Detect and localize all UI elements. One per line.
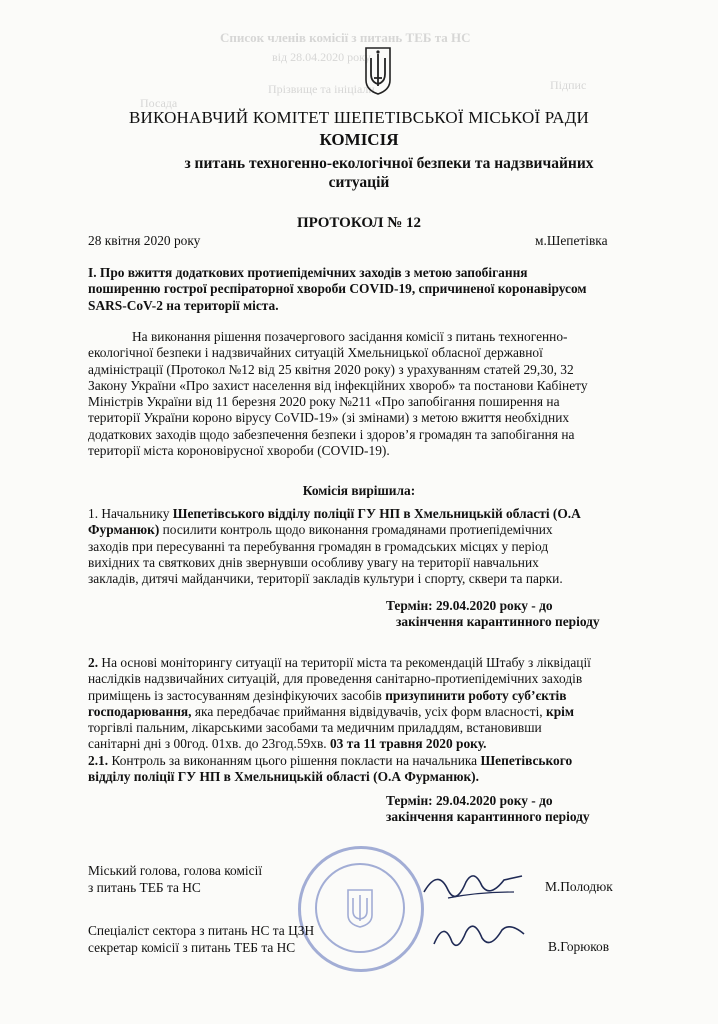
deadline-line: закінчення карантинного періоду <box>386 809 590 825</box>
stamp-emblem-icon <box>345 887 375 929</box>
body-line: території України короно вірусу CoVID-19» (зі змінами) з метою вжиття необхідних <box>88 410 570 426</box>
body-line: адміністрації (Протокол №12 від 25 квітня 2020 року) з урахуванням статей 29,30, 32 <box>88 361 574 377</box>
mayor-title: Міський голова, голова комісії <box>88 863 263 878</box>
secretary-title: Спеціаліст сектора з питань НС та ЦЗН <box>88 923 315 938</box>
body-line: На виконання рішення позачергового засідання комісії з питань техногенно- <box>132 329 568 344</box>
mayor-title: з питань ТЕБ та НС <box>88 880 201 895</box>
protocol-date: 28 квітня 2020 року <box>88 233 201 248</box>
body-line: додаткових заходів щодо забезпечення безпеки і здоров’я громадян та запобігання на <box>88 426 575 442</box>
mayor-signature-icon <box>418 862 528 908</box>
item2-except: крім <box>546 703 575 719</box>
item2-police-dept: відділу поліції ГУ НП в Хмельницькій області (О.А Фурманюк). <box>88 769 479 785</box>
item1-text: заходів при пересуванні та перебування громадян в громадських місцях у період <box>88 538 549 554</box>
item2-text: наслідків надзвичайних ситуацій, для проведення санітарно-протиепідемічних заходів <box>88 671 583 687</box>
item2-number: 2. <box>88 655 99 670</box>
body-line: Закону України «Про захист населення від інфекційних хвороб» та постанови Кабінету <box>88 377 588 393</box>
commission-title: КОМІСІЯ <box>319 130 399 149</box>
item2-business: господарювання, <box>88 703 192 719</box>
deadline-line: закінчення карантинного періоду <box>396 614 600 630</box>
item1-text: вихідних та святкових днів звернувши особливу увагу на території навчальних <box>88 554 539 570</box>
mayor-signature-block <box>88 862 262 896</box>
item1-text: 1. Начальнику <box>88 506 173 521</box>
ghost-col-sign: Підпис <box>550 78 587 92</box>
coat-of-arms-icon <box>362 44 394 96</box>
section1-title-line: SARS-CoV-2 на території міста. <box>88 297 279 313</box>
commission-subtitle-1: з питань техногенно-екологічної безпеки та надзвичайних <box>184 155 594 172</box>
ghost-col-pos: Посада <box>140 96 178 110</box>
protocol-number: ПРОТОКОЛ № 12 <box>296 215 422 231</box>
item1-text: посилити контроль щодо виконання громадянами протиепідемічних <box>159 522 553 538</box>
item2-text: приміщень із застосуванням дезінфікуючих засобів <box>88 687 386 703</box>
mayor-name: М.Полодюк <box>545 879 613 894</box>
commission-decided: Комісія вирішила: <box>302 483 416 498</box>
secretary-name: В.Горюков <box>548 939 610 954</box>
section1-title-line: І. Про вжиття додаткових протиепідемічних заходів з метою запобігання <box>88 265 528 280</box>
item2-police: Шепетівського <box>480 752 573 768</box>
body-line: Міністрів України від 11 березня 2020 року №211 «Про запобігання поширення на <box>88 394 560 410</box>
item2-text: На основі моніторингу ситуації на території міста та рекомендацій Штабу з ліквідації <box>98 655 591 670</box>
committee-title: ВИКОНАВЧИЙ КОМІТЕТ ШЕПЕТІВСЬКОЇ МІСЬКОЇ РАДИ <box>128 108 590 127</box>
ghost-top-date: від 28.04.2020 року <box>272 50 371 64</box>
item2-text: яка передбачає приймання відвідувачів, усіх форм власності, <box>191 703 546 719</box>
item1 <box>88 506 630 587</box>
item2-deadline <box>386 793 590 826</box>
item2-text: Контроль за виконанням цього рішення покласти на начальника <box>108 752 481 768</box>
item2-1-number: 2.1. <box>88 752 109 768</box>
ghost-col-pib: Прізвище та ініціали <box>268 82 375 96</box>
official-stamp <box>298 846 424 972</box>
deadline-line: Термін: 29.04.2020 року - до <box>386 598 553 613</box>
secretary-signature-block <box>88 922 314 956</box>
item2-text: торгівлі пальним, лікарськими засобами та медичним приладдям, встановивши <box>88 720 542 736</box>
deadline-line: Термін: 29.04.2020 року - до <box>386 793 553 808</box>
secretary-title: секретар комісії з питань ТЕБ та НС <box>88 940 296 955</box>
item2-text: санітарні дні з 00год. 01хв. до 23год.59хв. <box>88 736 330 752</box>
item1-text: закладів, дитячі майданчики, території закладів культури і спорту, сквери та парки. <box>88 571 563 587</box>
item2-dates: 03 та 11 травня 2020 року. <box>329 736 487 752</box>
body-line: екологічної безпеки і надзвичайних ситуацій Хмельницької обласної державної <box>88 345 543 361</box>
item1-head-name: Фурманюк) <box>88 522 160 538</box>
protocol-city: м.Шепетівка <box>535 233 608 248</box>
item1-police-dept: Шепетівського відділу поліції ГУ НП в Хмельницькій області (О.А <box>172 506 581 521</box>
body-line: території міста короновірусної хвороби (COVID-19). <box>88 443 390 459</box>
section1-title <box>88 265 630 314</box>
item2 <box>88 655 630 785</box>
item2-suspend: призупинити роботу суб’єктів <box>385 687 567 703</box>
ghost-top-title: Список членів комісії з питань ТЕБ та НС <box>220 30 471 45</box>
item1-deadline <box>386 598 600 631</box>
commission-subtitle-2: ситуацій <box>328 174 390 191</box>
secretary-signature-icon <box>430 912 530 956</box>
section1-title-line: поширенню гострої респіраторної хвороби COVID-19, спричиненої коронавірусом <box>88 281 587 297</box>
section1-body <box>88 329 630 459</box>
